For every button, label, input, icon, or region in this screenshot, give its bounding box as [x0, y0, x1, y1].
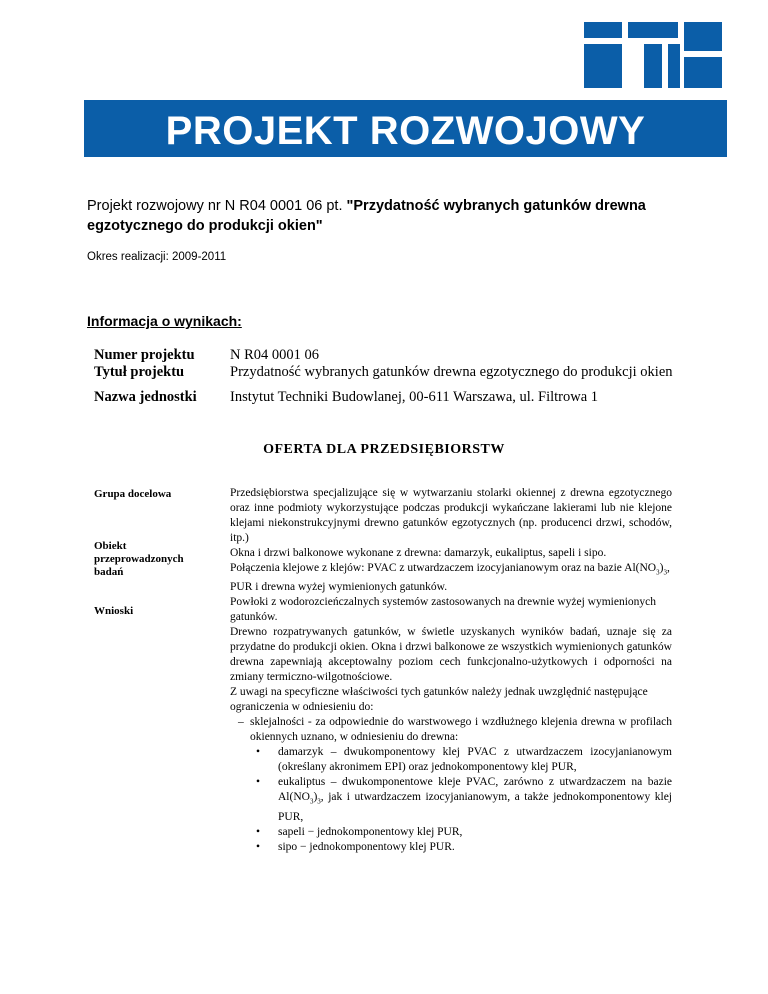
adhesive-list: [230, 745, 672, 854]
object-item: [230, 561, 672, 595]
bullet-icon: •: [256, 776, 261, 789]
meta-row-title: [94, 364, 714, 381]
text-part: eukaliptus – dwukomponentowe kleje PVAC, zarówno z utwardzaczem na bazie Al(NO: [278, 776, 672, 804]
meta-label: Nazwa jednostki: [94, 389, 197, 405]
list-item: [256, 745, 672, 775]
list-item-text: sapeli − jednokomponentowy klej PUR,: [278, 825, 463, 838]
subscript: 3: [656, 568, 660, 577]
conclusion-paragraph: Z uwagi na specyficzne właściwości tych gatunków należy jednak uwzględnić następujące ograniczenia w odniesieniu do:: [230, 686, 648, 714]
text-part: , PUR i drewna wyżej wymienionych gatunków.: [230, 562, 670, 594]
meta-label: Tytuł projektu: [94, 364, 185, 380]
bullet-icon: •: [256, 825, 261, 838]
meta-value: N R04 0001 06: [230, 347, 320, 363]
list-item-text: [278, 775, 672, 824]
label-conclusions: Wnioski: [94, 605, 134, 617]
label-object-line: badań: [94, 566, 124, 578]
conclusion-paragraph: Drewno rozpatrywanych gatunków, w świetle uzyskanych wyników badań, uznaje się za przydatne do produkcji okien. Okna i drzwi balkonowe ze wszystkich wymienionych gatunków drewna zapewniają akceptowalny poziom cech funkcjonalno-użytkowych i odporności na zmiany termiczno-wilgotnościowe.: [230, 626, 672, 684]
list-item: [256, 840, 672, 855]
text-part: ): [313, 791, 318, 804]
meta-row-unit: [94, 389, 714, 406]
group-text: Przedsiębiorstwa specjalizujące się w wytwarzaniu stolarki okiennej z drewna egzotycznego oraz inne podmioty wykorzystujące podczas produkcji wykańczane lakierami lub nie klejone klejami niekonstrukcyjnymi drewno gatunków egzotycznych (np. producenci drzwi, schodów, itp.): [230, 487, 672, 544]
object-item: Okna i drzwi balkonowe wykonane z drewna: damarzyk, eukaliptus, sapeli i sipo.: [230, 547, 607, 559]
meta-row-number: [94, 347, 714, 364]
dash-text: sklejalności - za odpowiednie do warstwowego i wzdłużnego klejenia drewna w profilach okiennych uznano, w odniesieniu do drewna:: [250, 716, 672, 744]
project-title-quoted: "Przydatność wybranych gatunków drewna egzotycznego do produkcji okien": [87, 198, 646, 234]
bullet-icon: •: [256, 840, 261, 853]
subscript: 3: [663, 568, 667, 577]
project-intro: [87, 196, 707, 236]
label-object: [94, 540, 184, 579]
meta-value: Instytut Techniki Budowlanej, 00-611 Warszawa, ul. Filtrowa 1: [230, 389, 599, 405]
list-item-text: damarzyk – dwukomponentowy klej PVAC z utwardzaczem izocyjanianowym (określany akronimem EPI) oraz jednokomponentowy klej PUR,: [278, 746, 672, 774]
text-part: , jak i utwardzaczem izocyjanianowym, a także jednokomponentowy klej PUR,: [278, 791, 672, 823]
text-part: Połączenia klejowe z klejów: PVAC z utwardzaczem izocyjanianowym oraz na bazie Al(NO: [230, 562, 657, 574]
project-period: Okres realizacji: 2009-2011: [87, 251, 227, 263]
list-item-text: sipo − jednokomponentowy klej PUR.: [278, 840, 455, 853]
list-item: [256, 775, 672, 824]
banner-title: PROJEKT ROZWOJOWY: [84, 100, 727, 157]
project-meta: [94, 347, 714, 406]
text-part: ): [659, 562, 664, 574]
label-object-line: przeprowadzonych: [94, 553, 184, 565]
info-heading: Informacja o wynikach:: [87, 313, 242, 329]
offer-heading: OFERTA DLA PRZEDSIĘBIORSTW: [263, 442, 505, 457]
itb-logo-icon: [584, 22, 722, 88]
label-object-line: Obiekt: [94, 540, 127, 552]
offer-body: [230, 486, 672, 855]
meta-label: Numer projektu: [94, 347, 195, 363]
subscript: 3: [317, 797, 321, 806]
meta-value: Przydatność wybranych gatunków drewna egzotycznego do produkcji okien: [230, 364, 673, 380]
intro-prefix: Projekt rozwojowy nr N R04 0001 06 pt.: [87, 198, 347, 214]
subscript: 3: [309, 797, 314, 806]
dash-item: [230, 715, 672, 745]
dash-marker: –: [238, 716, 244, 729]
object-item: Powłoki z wodorozcieńczalnych systemów zastosowanych na drewnie wyżej wymienionych gatunków.: [230, 596, 657, 624]
list-item: [256, 825, 672, 840]
bullet-icon: •: [256, 746, 261, 759]
label-group: Grupa docelowa: [94, 488, 172, 500]
